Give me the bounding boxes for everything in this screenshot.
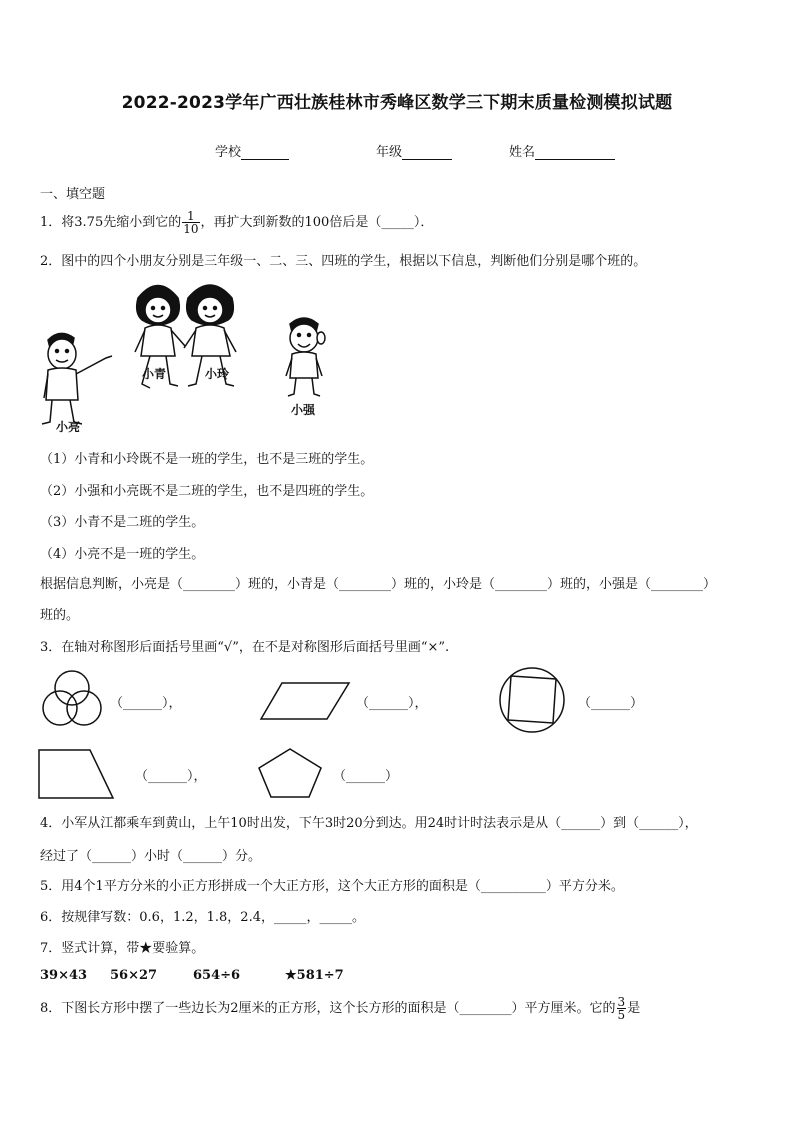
q3-blank-2[interactable]: （______）， [356, 696, 428, 711]
q2-answer-line-1: 根据信息判断，小亮是（________）班的，小青是（________）班的，小玲是（________）班的，小强是（________） [40, 577, 717, 592]
grade-blank [402, 145, 452, 160]
label-xiaoqiang: 小强 [291, 403, 316, 417]
grade-field [376, 141, 452, 160]
q7-item-3: 654÷6 [193, 968, 241, 983]
q3-blank-1[interactable]: （______）， [110, 696, 182, 711]
question-8 [40, 996, 640, 1021]
q7-item-1: 39×43 [40, 968, 88, 983]
pentagon-shape [258, 748, 322, 798]
q2-clue-1: （1）小青和小玲既不是一班的学生，也不是三班的学生。 [40, 452, 374, 467]
question-2-stem: 2．图中的四个小朋友分别是三年级一、二、三、四班的学生，根据以下信息，判断他们分别是哪个班的。 [40, 254, 647, 269]
question-6: 6．按规律写数：0.6，1.2，1.8，2.4，_____，_____。 [40, 910, 365, 925]
name-field [509, 141, 615, 160]
q2-clue-3: （3）小青不是二班的学生。 [40, 515, 205, 530]
parallelogram-shape [260, 682, 350, 720]
label-xiaoqing: 小青 [142, 367, 167, 381]
square-in-circle-shape [498, 666, 566, 734]
q8-text-before: 8．下图长方形中摆了一些边长为2厘米的正方形，这个长方形的面积是（________）平方厘米。它的 [40, 1001, 616, 1016]
boy-xiaoqiang-figure [286, 318, 325, 396]
three-circles-shape [40, 668, 104, 730]
question-5: 5．用4个1平方分米的小正方形拼成一个大正方形，这个大正方形的面积是（__________）平方分米。 [40, 879, 624, 894]
q3-blank-5[interactable]: （______） [333, 769, 399, 784]
q2-clue-4: （4）小亮不是一班的学生。 [40, 547, 205, 562]
q2-clue-2: （2）小强和小亮既不是二班的学生，也不是四班的学生。 [40, 484, 374, 499]
school-label: 学校 [215, 145, 242, 160]
q7-item-4: ★581÷7 [285, 968, 344, 983]
trapezoid-shape [38, 749, 114, 799]
question-4-line-1: 4．小军从江都乘车到黄山，上午10时出发，下午3时20分到达。用24时计时法表示是从（______）到（______）， [40, 816, 698, 831]
q1-fraction [182, 210, 199, 235]
q3-blank-3[interactable]: （______） [578, 696, 644, 711]
page-title: 2022-2023学年广西壮族桂林市秀峰区数学三下期末质量检测模拟试题 [121, 93, 673, 113]
q8-fraction [617, 996, 627, 1021]
q7-item-2: 56×27 [110, 968, 158, 983]
question-4-line-2: 经过了（______）小时（______）分。 [40, 849, 262, 864]
boy-xiaoliang-figure [42, 333, 112, 424]
grade-label: 年级 [376, 145, 403, 160]
q8-text-after: 是 [627, 1001, 641, 1016]
question-3-stem: 3．在轴对称图形后面括号里画“√”，在不是对称图形后面括号里画“×”. [40, 640, 450, 655]
question-1 [40, 210, 433, 235]
q1-frac-numerator: 1 [182, 210, 199, 223]
section-heading: 一、填空题 [40, 187, 106, 202]
school-blank [241, 145, 289, 160]
q1-frac-denominator: 10 [183, 222, 199, 236]
q1-text-before: 1．将3.75先缩小到它的 [40, 215, 182, 230]
name-label: 姓名 [509, 145, 536, 160]
q1-text-after: ，再扩大到新数的100倍后是（_____）． [200, 215, 434, 230]
question-7-stem: 7．竖式计算，带★要验算。 [40, 941, 205, 956]
school-field [215, 141, 289, 160]
q2-answer-line-2: 班的。 [40, 608, 80, 623]
q8-frac-denominator: 5 [617, 1008, 626, 1022]
label-xiaoling: 小玲 [205, 367, 230, 381]
q3-blank-4[interactable]: （______）， [135, 769, 207, 784]
name-blank [535, 145, 615, 160]
q8-frac-numerator: 3 [617, 995, 626, 1009]
label-xiaoliang: 小亮 [56, 420, 81, 434]
